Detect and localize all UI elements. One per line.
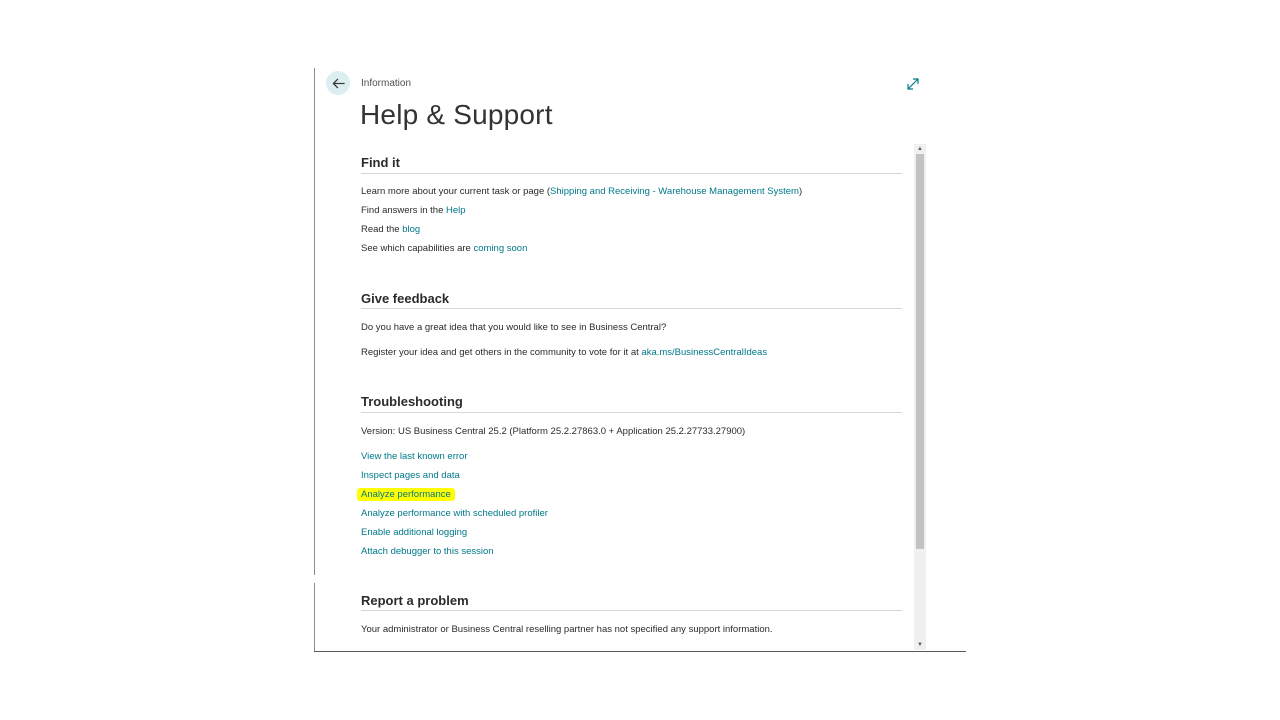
help-line (361, 205, 466, 216)
section-title-find-it: Find it (361, 155, 400, 170)
coming-soon-link[interactable]: coming soon (473, 243, 528, 254)
section-title-troubleshooting: Troubleshooting (361, 394, 463, 409)
section-title-give-feedback: Give feedback (361, 291, 450, 306)
view-last-error-link[interactable]: View the last known error (361, 451, 468, 462)
scroll-up-icon[interactable]: ▲ (917, 146, 923, 152)
feedback-question: Do you have a great idea that you would like to see in Business Central? (361, 322, 667, 333)
inspect-pages-link[interactable]: Inspect pages and data (361, 470, 460, 481)
coming-soon-line (361, 243, 527, 254)
register-idea-text: Register your idea and get others in the community to vote for it at (361, 347, 642, 358)
learn-more-suffix: ) (798, 186, 803, 197)
panel-left-border (314, 68, 315, 652)
back-button[interactable] (326, 71, 350, 95)
ideas-link[interactable]: aka.ms/BusinessCentralIdeas (641, 347, 768, 358)
page-title: Help & Support (360, 99, 553, 130)
learn-more-text: Learn more about your current task or page ( (361, 186, 551, 197)
panel-border-gap (314, 575, 315, 583)
support-info-text: Your administrator or Business Central reselling partner has not specified any support information. (361, 624, 773, 635)
analyze-performance-line (361, 489, 455, 500)
section-divider (361, 308, 902, 309)
additional-logging-link[interactable]: Enable additional logging (361, 527, 468, 538)
section-divider (361, 610, 902, 611)
attach-debugger-link[interactable]: Attach debugger to this session (361, 546, 494, 557)
blog-link[interactable]: blog (402, 224, 421, 235)
task-page-link[interactable]: Shipping and Receiving - Warehouse Management System (550, 186, 799, 197)
help-support-panel (314, 68, 966, 652)
section-divider (361, 173, 902, 174)
help-link[interactable]: Help (446, 205, 466, 216)
section-title-report-problem: Report a problem (361, 593, 469, 608)
section-divider (361, 412, 902, 413)
analyze-performance-link[interactable]: Analyze performance (357, 488, 455, 501)
scroll-down-icon[interactable]: ▼ (917, 642, 923, 648)
learn-more-line (361, 186, 802, 197)
scheduled-profiler-link[interactable]: Analyze performance with scheduled profiler (361, 508, 548, 519)
panel-bottom-border (314, 651, 966, 652)
blog-text: Read the (361, 224, 403, 235)
coming-soon-text: See which capabilities are (361, 243, 474, 254)
arrow-left-icon (332, 77, 345, 90)
expand-diagonal-icon[interactable] (906, 77, 920, 91)
blog-line (361, 224, 420, 235)
vertical-scrollbar[interactable] (914, 144, 926, 650)
version-text: Version: US Business Central 25.2 (Platform 25.2.27863.0 + Application 25.2.27733.27900) (361, 426, 746, 437)
register-idea-line (361, 347, 767, 358)
page-caption: Information (361, 78, 412, 89)
scrollbar-thumb[interactable] (916, 154, 924, 549)
help-text: Find answers in the (361, 205, 447, 216)
